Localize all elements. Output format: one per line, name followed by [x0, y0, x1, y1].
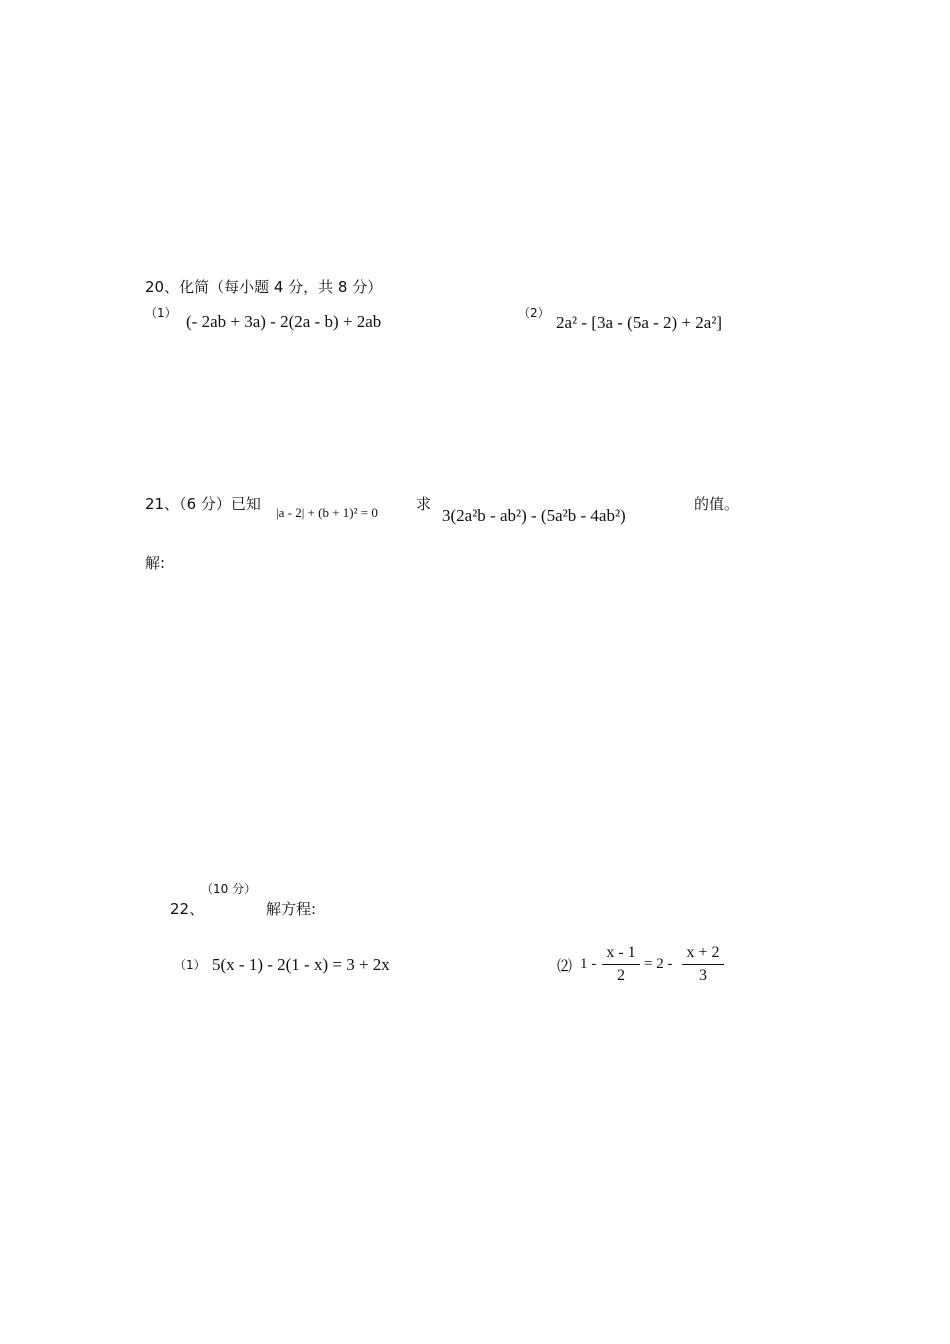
q21-solve-label: 解: — [145, 554, 166, 572]
q21-condition: |a - 2| + (b + 1)² = 0 — [276, 505, 378, 520]
fraction-bar — [682, 964, 724, 965]
q21-expression: 3(2a²b - ab²) - (5a²b - 4ab²) — [442, 506, 626, 525]
q22-score: （10 分） — [201, 882, 257, 896]
q20-part2-label: （2） — [518, 306, 550, 320]
fraction-bar — [602, 964, 640, 965]
q22-part2-fraction-1-denominator: 2 — [617, 967, 625, 984]
q22-title: 解方程: — [266, 900, 317, 918]
q22-part2-fraction-2-numerator: x + 2 — [686, 944, 720, 961]
q21-suffix: 的值。 — [694, 495, 740, 513]
q21-qiu: 求 — [416, 495, 432, 513]
q21-prefix: 21、（6 分）已知 — [145, 495, 261, 513]
q22-part2-fraction-2 — [682, 944, 724, 985]
q20-part1-expression: (- 2ab + 3a) - 2(2a - b) + 2ab — [186, 312, 382, 331]
q22-part1-expression: 5(x - 1) - 2(1 - x) = 3 + 2x — [212, 955, 390, 974]
q22-part2-pre: 1 - — [580, 956, 597, 972]
q22-part2-fraction-1-numerator: x - 1 — [606, 944, 636, 961]
q22-part2-label: ⑵ — [557, 959, 573, 975]
q22-number: 22、 — [170, 900, 205, 918]
q22-part2-fraction-1 — [602, 944, 640, 985]
q22-part2-mid: = 2 - — [644, 956, 673, 972]
q22-part2-fraction-2-denominator: 3 — [699, 967, 707, 984]
q20-part1-label: （1） — [145, 306, 177, 320]
q20-part2-expression: 2a² - [3a - (5a - 2) + 2a²] — [556, 313, 723, 332]
q20-title: 20、化简（每小题 4 分，共 8 分） — [145, 278, 383, 296]
q22-part1-label: （1） — [174, 958, 206, 972]
